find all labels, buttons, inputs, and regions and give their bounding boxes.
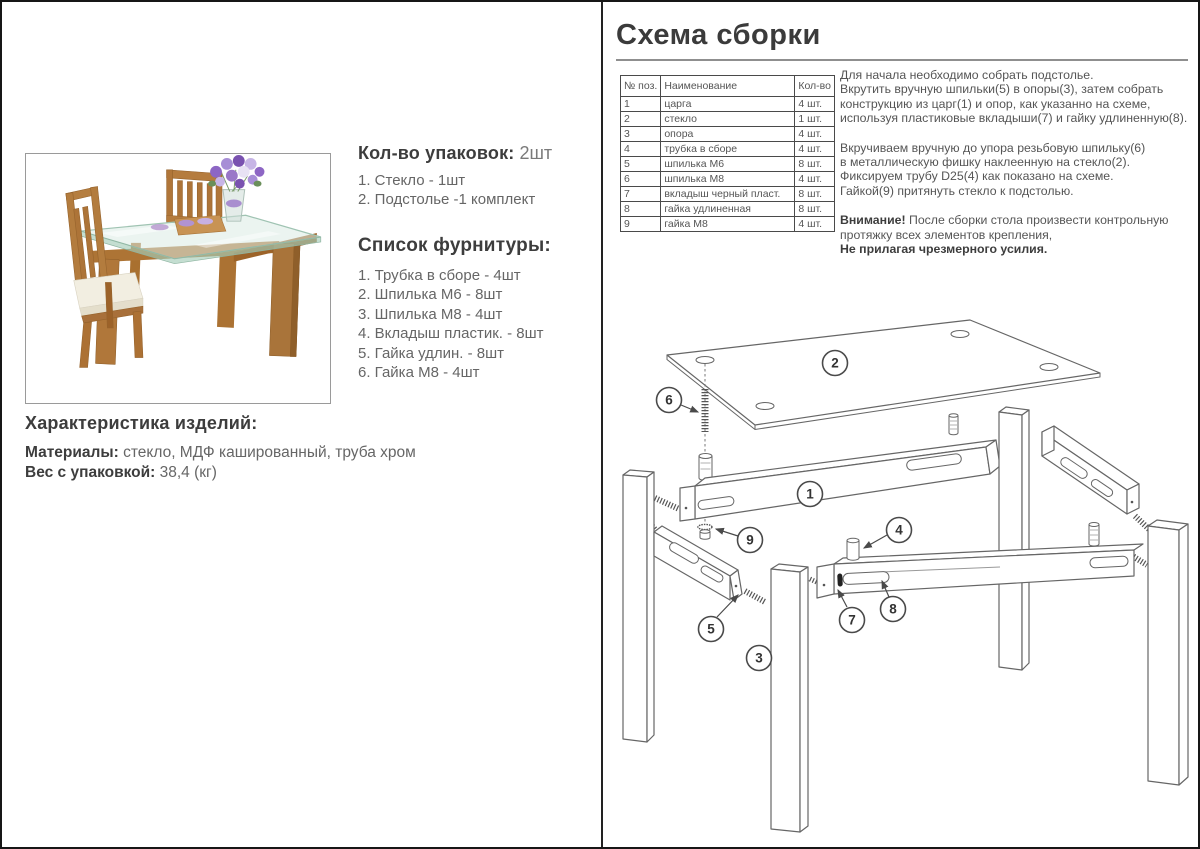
table-row <box>621 187 835 202</box>
cell-num: 2 <box>621 112 661 127</box>
page-title: Схема сборки <box>616 19 821 51</box>
instruction-warning <box>840 213 1200 256</box>
rail-tsarga-1 <box>680 440 1000 521</box>
warning-rest: После сборки стола произвести контрольную <box>905 213 1169 228</box>
product-photo-illustration <box>26 154 330 403</box>
side-rail-left <box>654 526 742 600</box>
warning-line-3: Не прилагая чрезмерного усилия. <box>840 242 1048 257</box>
callout-7 <box>840 608 865 633</box>
callout-label: 7 <box>848 612 856 628</box>
instruction-line: в металлическую фишку наклеенную на стекло(2). <box>840 155 1131 170</box>
table-row <box>621 217 835 232</box>
assembly-instructions <box>840 68 1200 271</box>
leg-front-left <box>771 564 808 832</box>
callout-5 <box>699 617 724 642</box>
cell-num: 5 <box>621 157 661 172</box>
callout-label: 3 <box>755 650 763 666</box>
characteristics-section <box>25 413 585 483</box>
black-plastic-insert <box>837 573 843 586</box>
hardware-item: 3. Шпилька М8 - 4шт <box>358 305 503 323</box>
callout-label: 1 <box>806 486 814 502</box>
packaging-section <box>358 143 593 209</box>
table-row <box>621 157 835 172</box>
stud-above-rail1 <box>949 414 958 435</box>
callout-label: 2 <box>831 355 839 371</box>
cell-name: царга <box>661 97 795 112</box>
title-underline <box>616 59 1188 61</box>
col-header-name: Наименование <box>661 76 795 97</box>
cell-name: стекло <box>661 112 795 127</box>
table-row <box>621 202 835 217</box>
warning-label: Внимание! <box>840 213 906 228</box>
instruction-line: Вкрутить вручную шпильки(5) в опоры(3), затем собрать <box>840 82 1164 97</box>
callout-label: 9 <box>746 532 754 548</box>
instruction-line: используя пластиковые вкладыши(7) и гайку удлиненную(8). <box>840 111 1188 126</box>
cell-name: опора <box>661 127 795 142</box>
cell-qty: 8 шт. <box>795 202 835 217</box>
cell-name: трубка в сборе <box>661 142 795 157</box>
cell-num: 1 <box>621 97 661 112</box>
callout-label: 5 <box>707 621 715 637</box>
weight-label: Вес с упаковкой: <box>25 464 156 481</box>
cell-name: шпилька М8 <box>661 172 795 187</box>
tube-d25 <box>847 538 859 560</box>
flowers <box>208 155 264 189</box>
weight-line <box>25 463 585 483</box>
packaging-list <box>358 171 593 209</box>
cell-name: вкладыш черный пласт. <box>661 187 795 202</box>
cell-qty: 4 шт. <box>795 217 835 232</box>
cell-qty: 8 шт. <box>795 157 835 172</box>
callout-2 <box>823 351 848 376</box>
cell-num: 6 <box>621 172 661 187</box>
instruction-paragraph-1 <box>840 68 1200 126</box>
hardware-item: 6. Гайка М8 - 4шт <box>358 364 480 382</box>
hardware-heading: Список фурнитуры: <box>358 235 551 256</box>
cell-qty: 4 шт. <box>795 97 835 112</box>
col-header-qty: Кол-во <box>795 76 835 97</box>
instruction-paragraph-2 <box>840 141 1200 199</box>
callout-label: 8 <box>889 601 897 617</box>
rail-tsarga-front <box>817 544 1143 598</box>
warning-line-1 <box>840 213 1200 227</box>
cell-num: 4 <box>621 142 661 157</box>
hardware-item: 5. Гайка удлин. - 8шт <box>358 344 504 362</box>
table-row <box>621 172 835 187</box>
callout-8 <box>881 597 906 622</box>
hardware-list <box>358 266 593 382</box>
cell-num: 9 <box>621 217 661 232</box>
packaging-count: 2шт <box>519 143 553 163</box>
instruction-line: Для начала необходимо собрать подстолье. <box>840 68 1094 82</box>
cell-qty: 8 шт. <box>795 187 835 202</box>
table-row <box>621 127 835 142</box>
leg-back-right <box>999 407 1029 670</box>
callout-1 <box>798 482 823 507</box>
cell-name: гайка М8 <box>661 217 795 232</box>
cell-qty: 4 шт. <box>795 172 835 187</box>
cell-name: шпилька М6 <box>661 157 795 172</box>
hardware-item: 4. Вкладыш пластик. - 8шт <box>358 325 544 343</box>
packaging-heading: Кол-во упаковок: <box>358 143 515 163</box>
characteristics-heading: Характеристика изделий: <box>25 413 258 433</box>
weight-value: 38,4 (кг) <box>155 464 217 481</box>
product-photo <box>25 153 331 404</box>
materials-line <box>25 443 585 463</box>
instruction-line: Гайкой(9) притянуть стекло к подстолью. <box>840 183 1074 198</box>
materials-label: Материалы: <box>25 444 119 461</box>
side-rail-right <box>1042 426 1139 514</box>
table-header-row <box>621 76 835 97</box>
callout-label: 4 <box>895 522 903 538</box>
callout-label: 6 <box>665 392 673 408</box>
cell-name: гайка удлиненная <box>661 202 795 217</box>
cell-num: 8 <box>621 202 661 217</box>
instruction-line: Фиксируем трубу D25(4) как показано на схеме. <box>840 169 1114 184</box>
center-divider <box>601 2 603 849</box>
instruction-line: конструкцию из царг(1) и опор, как указанно на схеме, <box>840 96 1151 111</box>
warning-line-2: протяжку всех элементов крепления, <box>840 227 1053 242</box>
stud-right <box>1089 523 1099 547</box>
callout-6 <box>657 388 682 413</box>
table-row <box>621 97 835 112</box>
cell-qty: 4 шт. <box>795 127 835 142</box>
col-header-pos: № поз. <box>621 76 661 97</box>
packaging-item: 2. Подстолье -1 комплект <box>358 191 536 208</box>
table-row <box>621 112 835 127</box>
leg-back-left <box>623 470 654 742</box>
nut-m8-washer <box>698 524 712 539</box>
leg-front-right <box>1148 520 1188 785</box>
cell-qty: 4 шт. <box>795 142 835 157</box>
parts-table <box>620 75 835 232</box>
callout-4 <box>887 518 912 543</box>
materials-value: стекло, МДФ кашированный, труба хром <box>118 444 416 461</box>
hardware-item: 2. Шпилька М6 - 8шт <box>358 286 503 304</box>
cell-num: 3 <box>621 127 661 142</box>
instruction-line: Вкручиваем вручную до упора резьбовую шпильку(6) <box>840 140 1146 155</box>
table-row <box>621 142 835 157</box>
cell-num: 7 <box>621 187 661 202</box>
assembly-diagram <box>604 272 1200 849</box>
callout-3 <box>747 646 772 671</box>
extension-nut-shape <box>699 454 712 481</box>
hardware-item: 1. Трубка в сборе - 4шт <box>358 267 521 284</box>
cell-qty: 1 шт. <box>795 112 835 127</box>
callout-9 <box>738 528 763 553</box>
glass-top-shape <box>667 320 1100 430</box>
hardware-section <box>358 235 593 382</box>
packaging-item: 1. Стекло - 1шт <box>358 172 466 189</box>
